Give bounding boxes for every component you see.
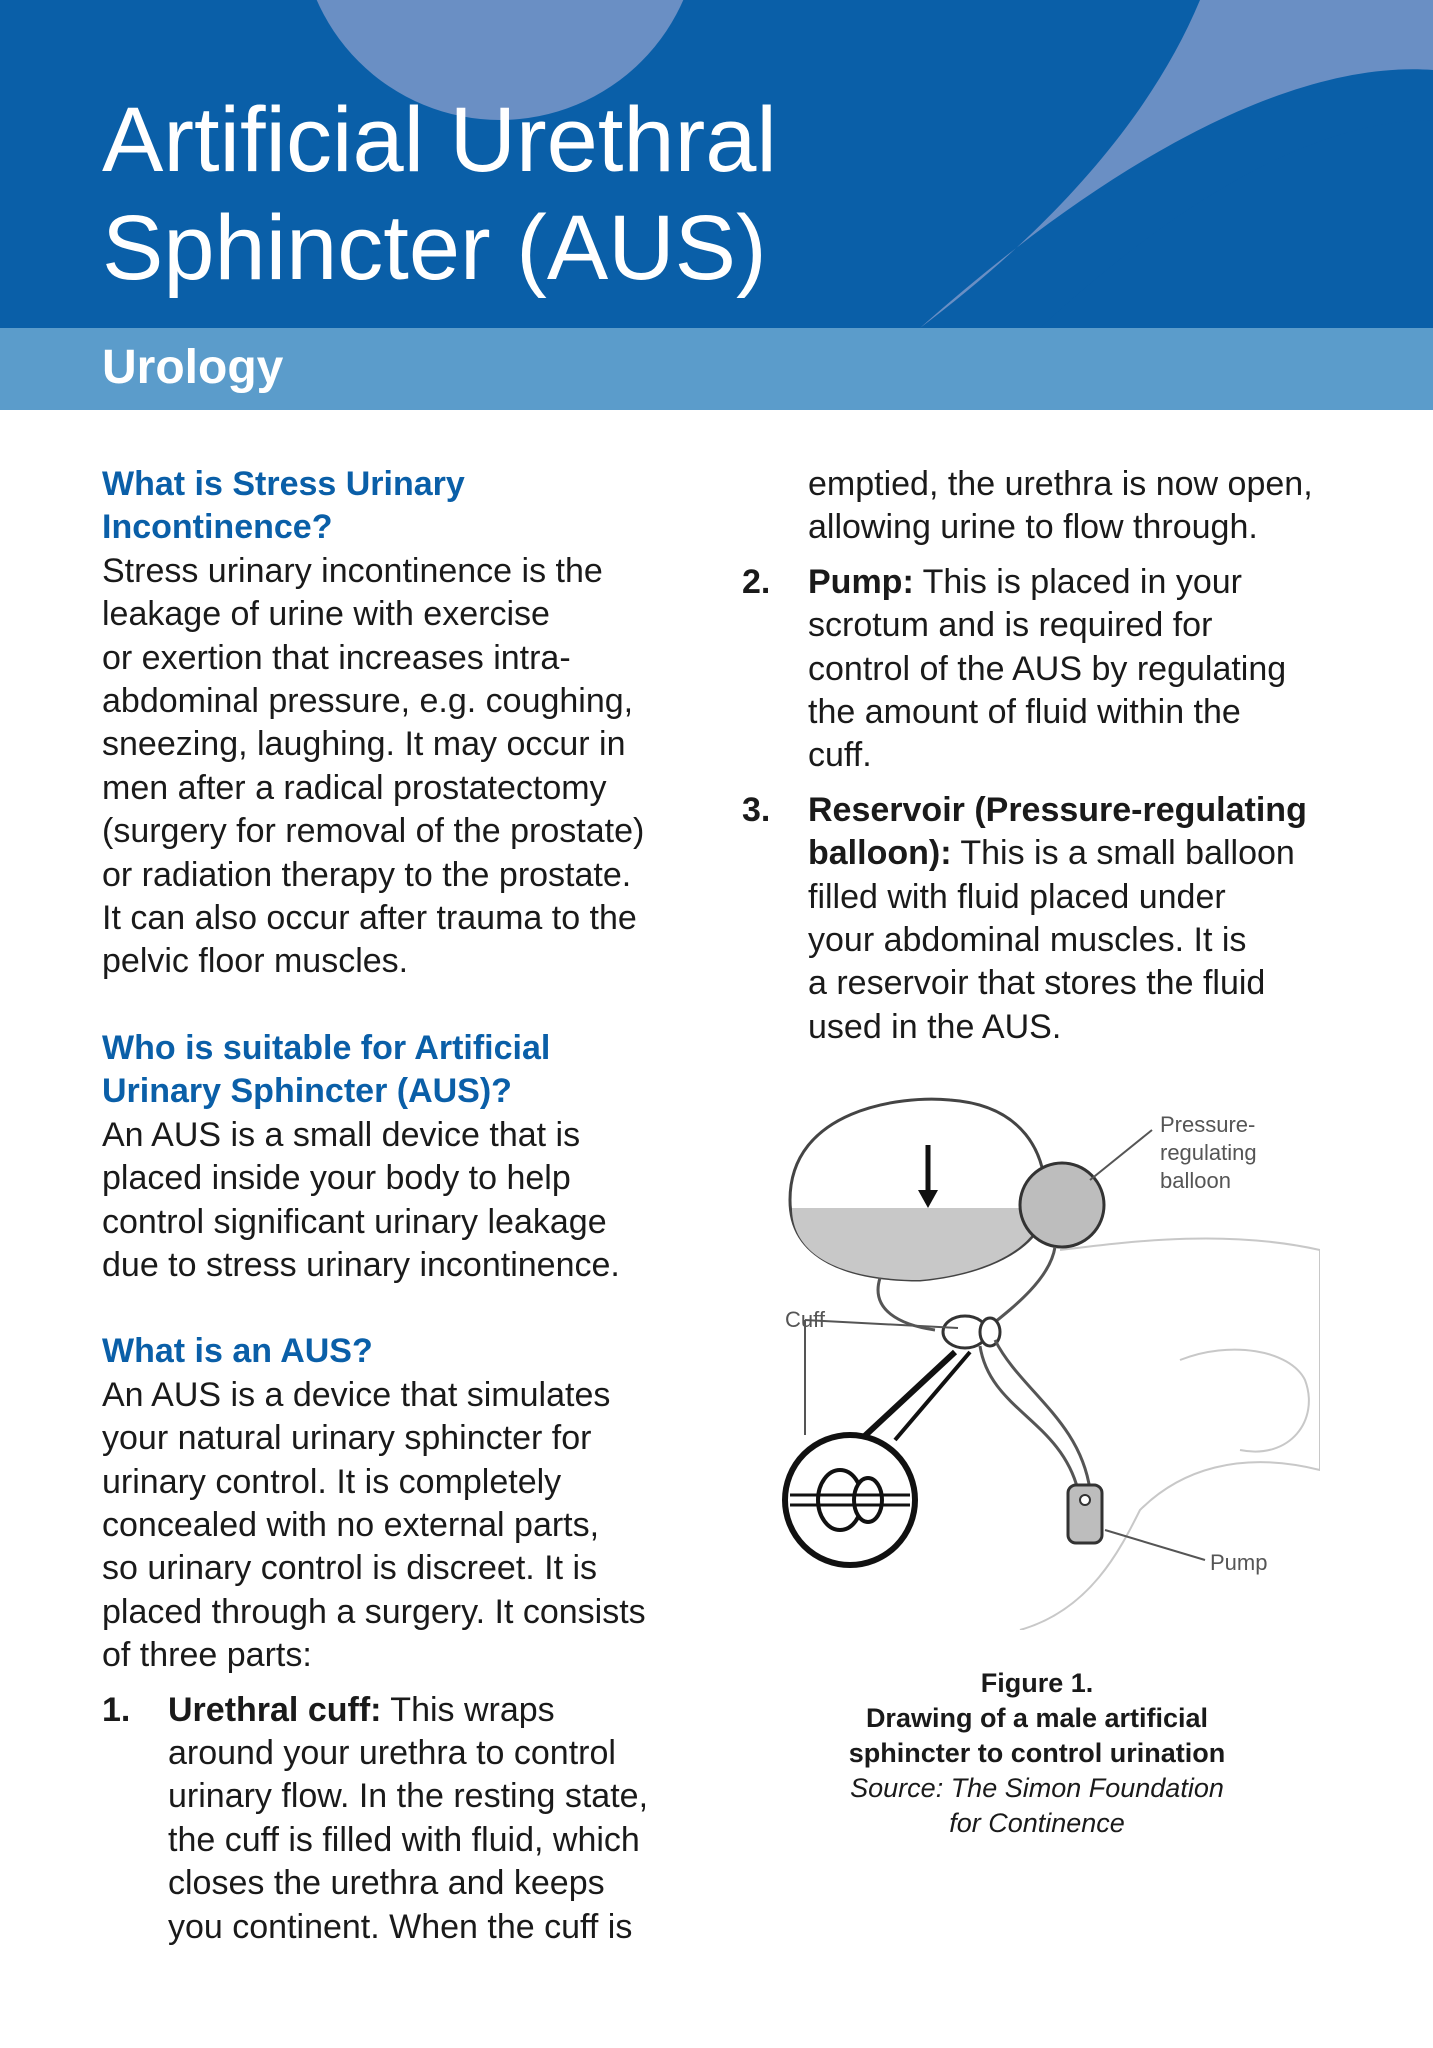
text-line: used in the AUS.: [808, 1007, 1062, 1046]
label-balloon: balloon: [1160, 1168, 1231, 1193]
text-line: emptied, the urethra is now open,: [808, 465, 1313, 503]
list-item-text: This is placed in your: [913, 562, 1242, 601]
text-line: An AUS is a small device that is: [102, 1115, 581, 1154]
figure-caption: [782, 1666, 1292, 1841]
text-line: the amount of fluid within the: [808, 693, 1241, 732]
text-line: men after a radical prostatectomy: [102, 768, 607, 807]
text-line: placed through a surgery. It consists: [102, 1592, 646, 1631]
list-number: 1.: [102, 1690, 131, 1729]
text-line: you continent. When the cuff is: [168, 1907, 633, 1946]
text-line: placed inside your body to help: [102, 1159, 571, 1198]
label-pump: Pump: [1210, 1550, 1268, 1575]
text-line: around your urethra to control: [168, 1733, 616, 1772]
caption-source: for Continence: [949, 1808, 1125, 1838]
caption-description: sphincter to control urination: [848, 1738, 1226, 1768]
aus-illustration: [760, 1090, 1320, 1630]
title-line-2: Sphincter (AUS): [102, 197, 767, 299]
pump-button: [1080, 1495, 1090, 1505]
text-line: Stress urinary incontinence is the: [102, 551, 603, 590]
heading-line: Who is suitable for Artificial: [102, 1028, 551, 1067]
department-label: Urology: [102, 341, 284, 394]
title-line-1: Artificial Urethral: [102, 89, 777, 191]
text-line: urinary flow. In the resting state,: [168, 1777, 649, 1816]
text-line: of three parts:: [102, 1636, 312, 1675]
list-item-urethral-cuff-continued: [742, 463, 1362, 550]
label-cuff: Cuff: [785, 1307, 825, 1332]
paragraph-stress-incontinence: [102, 550, 702, 984]
text-line: abdominal pressure, e.g. coughing,: [102, 682, 634, 721]
left-column: [102, 463, 702, 1949]
page-title: [102, 86, 777, 302]
list-number: 3.: [742, 790, 771, 829]
text-line: urinary control. It is completely: [102, 1462, 562, 1501]
text-line: sneezing, laughing. It may occur in: [102, 725, 626, 764]
text-line: allowing urine to flow through.: [808, 508, 1258, 547]
heading-what-is-aus: What is an AUS?: [102, 1332, 373, 1371]
heading-stress-incontinence: [102, 463, 702, 550]
text-line: An AUS is a device that simulates: [102, 1375, 611, 1414]
list-item-label: balloon):: [808, 834, 952, 873]
cuff-detail: [854, 1478, 882, 1522]
list-item-label: Urethral cuff:: [168, 1690, 382, 1729]
text-line: It can also occur after trauma to the: [102, 899, 637, 938]
list-item-text: This wraps: [381, 1690, 555, 1729]
text-line: or radiation therapy to the prostate.: [102, 855, 632, 894]
caption-description: Drawing of a male artificial: [865, 1703, 1209, 1733]
text-line: (surgery for removal of the prostate): [102, 812, 645, 851]
text-line: filled with fluid placed under: [808, 877, 1226, 916]
right-column: [742, 463, 1362, 1060]
text-line: scrotum and is required for: [808, 606, 1213, 645]
heading-line: Incontinence?: [102, 508, 333, 547]
text-line: control of the AUS by regulating: [808, 649, 1287, 688]
text-line: pelvic floor muscles.: [102, 942, 409, 981]
list-item-reservoir: [742, 789, 1362, 1049]
list-item-label: Reservoir (Pressure-regulating: [808, 790, 1307, 829]
heading-who-is-suitable: [102, 1027, 702, 1114]
heading-line: What is Stress Urinary: [102, 465, 465, 503]
heading-line: Urinary Sphincter (AUS)?: [102, 1072, 512, 1111]
pump-shape: [1068, 1485, 1102, 1543]
paragraph-what-is-aus: [102, 1374, 702, 1678]
header-banner: [0, 0, 1433, 328]
text-line: control significant urinary leakage: [102, 1202, 607, 1241]
text-line: concealed with no external parts,: [102, 1505, 600, 1544]
text-line: so urinary control is discreet. It is: [102, 1549, 598, 1588]
caption-source: Source: The Simon Foundation: [850, 1773, 1224, 1803]
paragraph-who-is-suitable: [102, 1114, 702, 1288]
text-line: your natural urinary sphincter for: [102, 1419, 592, 1458]
caption-title: Figure 1.: [980, 1668, 1094, 1698]
text-line: a reservoir that stores the fluid: [808, 964, 1266, 1003]
text-line: due to stress urinary incontinence.: [102, 1245, 620, 1284]
text-line: your abdominal muscles. It is: [808, 921, 1247, 960]
label-balloon: regulating: [1160, 1140, 1257, 1165]
list-item-label: Pump:: [808, 562, 914, 601]
label-balloon: Pressure-: [1160, 1112, 1256, 1137]
text-line: or exertion that increases intra-: [102, 638, 571, 677]
text-line: closes the urethra and keeps: [168, 1864, 605, 1903]
list-number: 2.: [742, 562, 771, 601]
text-line: cuff.: [808, 736, 872, 775]
list-item-pump: [742, 561, 1362, 778]
balloon-shape: [1020, 1163, 1104, 1247]
list-item-urethral-cuff: [102, 1689, 702, 1949]
text-line: leakage of urine with exercise: [102, 595, 550, 634]
list-item-text: This is a small balloon: [951, 834, 1295, 873]
text-line: the cuff is filled with fluid, which: [168, 1820, 640, 1859]
